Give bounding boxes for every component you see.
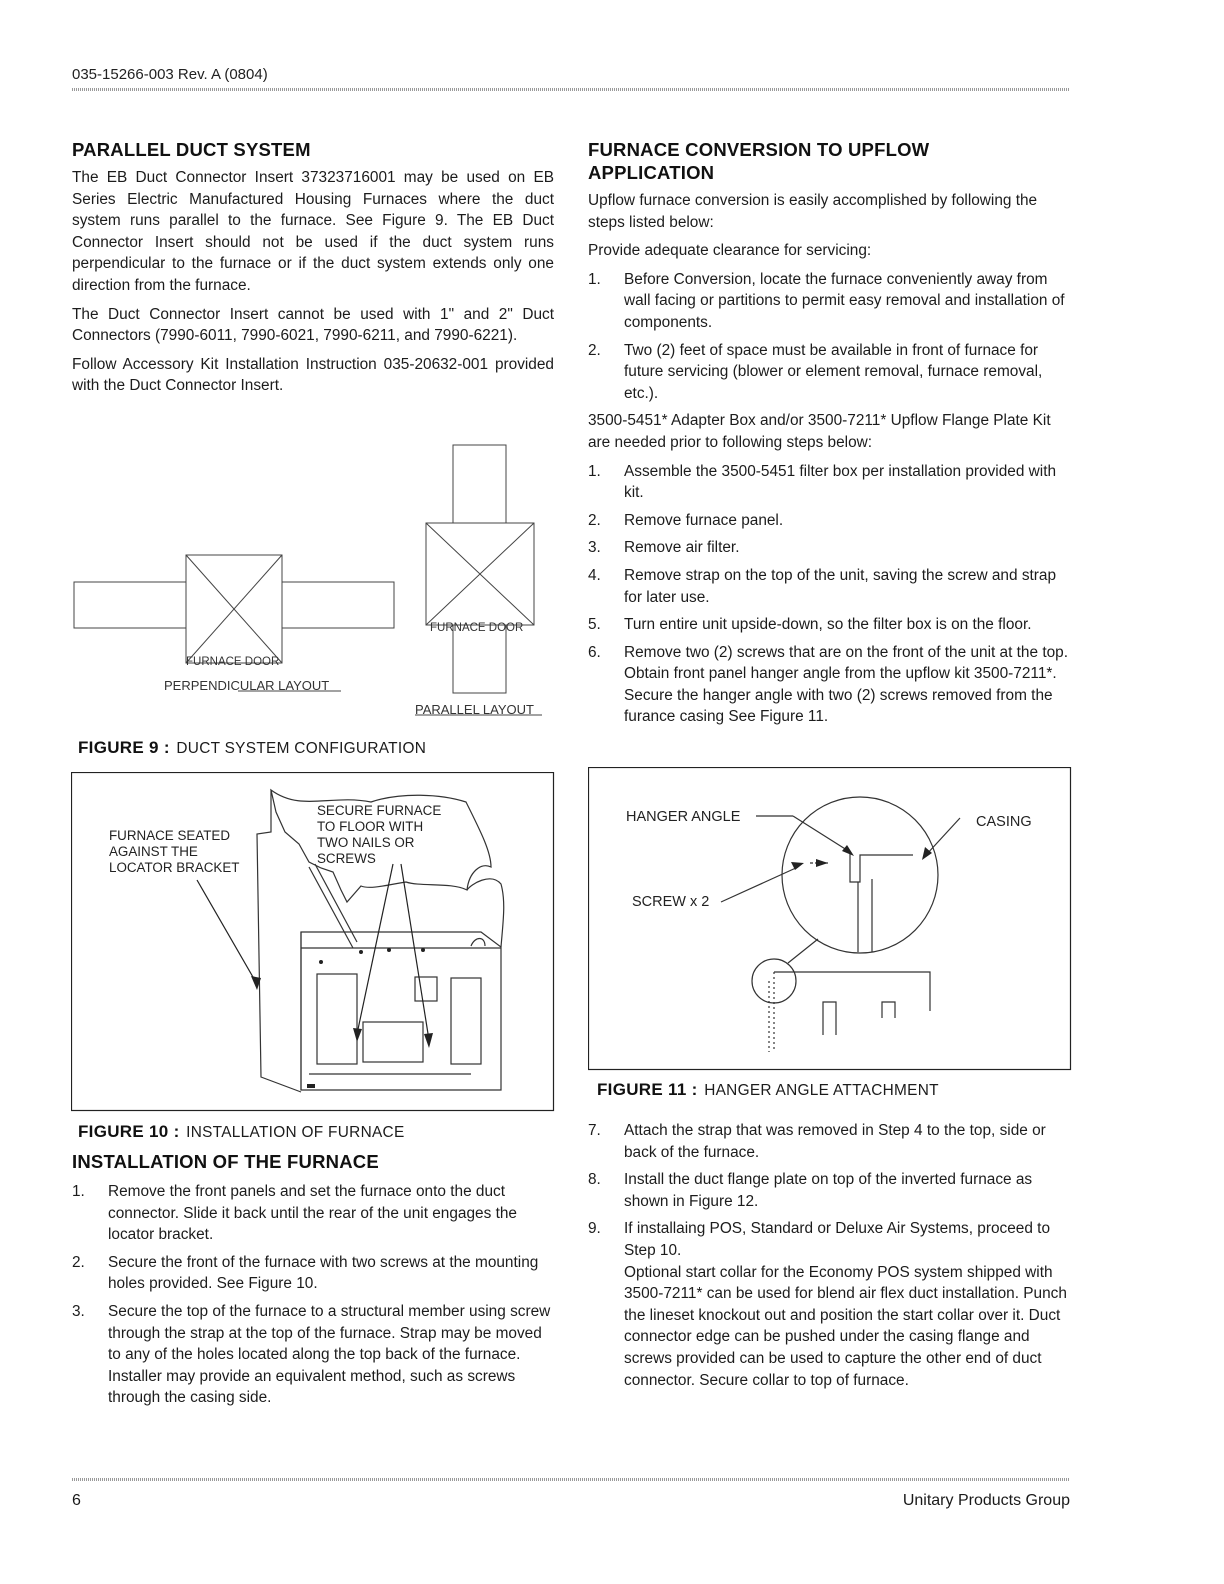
step-number: 1. [588,462,601,480]
conversion-intro: Upflow furnace conversion is easily accomplished by following the steps listed below: [588,192,1038,231]
list-item [588,642,1072,728]
step-text: Assemble the 3500-5451 filter box per installation provided with kit. [624,462,1057,502]
par-duct-top [453,445,506,523]
step-number: 5. [588,616,601,634]
figure-9-caption [78,738,426,758]
kit-note: 3500-5451* Adapter Box and/or 3500-7211* Upflow Flange Plate Kit are needed prior to following steps below: [588,412,1051,451]
secure-label: SCREWS [317,851,376,866]
figure-11-diagram [588,767,1072,1072]
company-name: Unitary Products Group [902,1492,1070,1509]
seated-label: FURNACE SEATED [109,828,231,843]
par-door-label: FURNACE DOOR [430,622,524,634]
step-text: Remove two (2) screws that are on the front of the unit at the top. Obtain front panel hanger angle from the upflow kit 3500-7211*. Secure the hanger angle with two (2) screws removed from the furance casing See Figure 11. [624,643,1068,726]
installation-steps [72,1181,554,1409]
step-number: 1. [72,1183,85,1200]
step-text: Remove the front panels and set the furnace onto the duct connector. Slide it back until the rear of the unit engages the locator bracket. [108,1183,517,1244]
step-number: 3. [72,1302,85,1320]
page-number: 6 [72,1492,81,1509]
step-number: 6. [588,643,601,661]
step-text: Two (2) feet of space must be available in front of furnace for future servicing (blower or element removal, furnace removal, etc.). [624,341,1043,402]
parallel-duct-title: PARALLEL DUCT SYSTEM [72,139,311,160]
step-text: Install the duct flange plate on top of the inverted furnace as shown in Figure 12. [624,1171,1033,1210]
figure-10-caption [78,1122,405,1142]
continued-steps [588,1120,1072,1391]
seated-label: LOCATOR BRACKET [109,860,240,875]
seated-label: AGAINST THE [109,844,198,859]
parallel-paragraph: The Duct Connector Insert cannot be used with 1" and 2" Duct Connectors (7990-6011, 7990-6021, 7990-6211, and 7990-6221). [72,305,554,345]
list-item [72,1301,554,1409]
step-number: 4. [588,566,601,584]
step-number: 8. [588,1171,601,1189]
list-item [588,461,1072,504]
list-item [588,565,1072,608]
step-text: Secure the top of the furnace to a structural member using screw through the strap at the top of the furnace. Strap may be moved to any of the holes located along the top back of the furnace. Installer may provide an equivalent method, such as screws through the casing side. [108,1302,551,1407]
step-text: Attach the strap that was removed in Step 4 to the top, side or back of the furnace. [624,1122,1046,1161]
secure-label: TO FLOOR WITH [317,819,424,834]
pre-steps [588,269,1072,405]
footer-rule [72,1478,1070,1481]
figure-9-diagram [60,435,560,720]
list-item [588,510,1072,532]
step-extra-text: Optional start collar for the Economy POS system shipped with 3500-7211* can be used for blend air flex duct installation. Punch the lineset knockout out and position the start collar over it. Duct connector edge can be pushed under the casing flange and screws provided can be used to capture the other end of duct connector. Secure collar to top of furnace. [624,1263,1067,1389]
figure-9-title: DUCT SYSTEM CONFIGURATION [176,740,427,757]
figure-10-diagram [71,772,555,1112]
step-number: 1. [588,270,601,288]
perp-layout-label: PERPENDICULAR LAYOUT [164,678,330,693]
figure-9-number: FIGURE 9 : [78,738,170,757]
figure-11-caption [597,1080,939,1100]
continued-steps-section [588,1120,1072,1397]
step-text: If installaing POS, Standard or Deluxe Air Systems, proceed to Step 10. [624,1220,1051,1259]
hanger-angle-label: HANGER ANGLE [626,809,741,825]
perp-door-label: FURNACE DOOR [186,656,280,668]
list-item [588,614,1072,636]
secure-label: SECURE FURNACE [317,803,442,818]
perp-duct-left [74,582,186,628]
installation-title: INSTALLATION OF THE FURNACE [72,1151,379,1172]
casing-label: CASING [976,814,1032,830]
step-text: Turn entire unit upside-down, so the filter box is on the floor. [624,616,1032,634]
list-item [588,1120,1072,1163]
parallel-duct-section [72,138,554,397]
par-layout-label: PARALLEL LAYOUT [415,702,534,717]
figure-11-title: HANGER ANGLE ATTACHMENT [704,1082,939,1099]
step-number: 2. [588,341,601,359]
step-text: Secure the front of the furnace with two screws at the mounting holes provided. See Figure 10. [108,1253,539,1293]
figure-11-number: FIGURE 11 : [597,1080,698,1099]
conversion-section [588,138,1072,734]
step-number: 2. [588,511,601,529]
step-text: Remove strap on the top of the unit, saving the screw and strap for later use. [624,566,1057,606]
parallel-paragraph: The EB Duct Connector Insert 37323716001 may be used on EB Series Electric Manufactured Housing Furnaces where the duct system runs parallel to the furnace. See Figure 9. The EB Duct Connector Insert should not be used if the duct system runs perpendicular to the furnace or if the duct system extends only one direction from the furnace. [72,169,554,294]
list-item [588,537,1072,559]
figure-10-title: INSTALLATION OF FURNACE [186,1124,405,1141]
figure-10-number: FIGURE 10 : [78,1122,180,1141]
list-item [72,1181,554,1246]
header-rule [72,88,1070,91]
step-text: Remove air filter. [624,539,740,557]
step-number: 2. [72,1253,85,1271]
conversion-title-line1: FURNACE CONVERSION TO UPFLOW [588,139,930,160]
par-duct-bottom [453,625,506,693]
list-item [588,1169,1072,1212]
screw-label: SCREW x 2 [632,894,710,910]
conversion-title-line2: APPLICATION [588,162,715,183]
parallel-paragraph: Follow Accessory Kit Installation Instruction 035-20632-001 provided with the Duct Connector Insert. [72,355,554,395]
document-number: 035-15266-003 Rev. A (0804) [72,66,268,83]
conversion-steps [588,461,1072,729]
installation-section [72,1150,554,1415]
step-text: Before Conversion, locate the furnace conveniently away from wall facing or partitions to permit easy removal and installation of components. [624,270,1065,331]
list-item [588,1218,1072,1391]
step-text: Remove furnace panel. [624,511,784,529]
step-number: 3. [588,539,601,557]
perp-duct-right [282,582,394,628]
list-item [72,1252,554,1295]
secure-label: TWO NAILS OR [317,835,415,850]
list-item [588,340,1072,405]
step-number: 9. [588,1220,601,1238]
step-number: 7. [588,1122,601,1139]
conversion-clearance: Provide adequate clearance for servicing: [588,242,872,260]
list-item [588,269,1072,334]
